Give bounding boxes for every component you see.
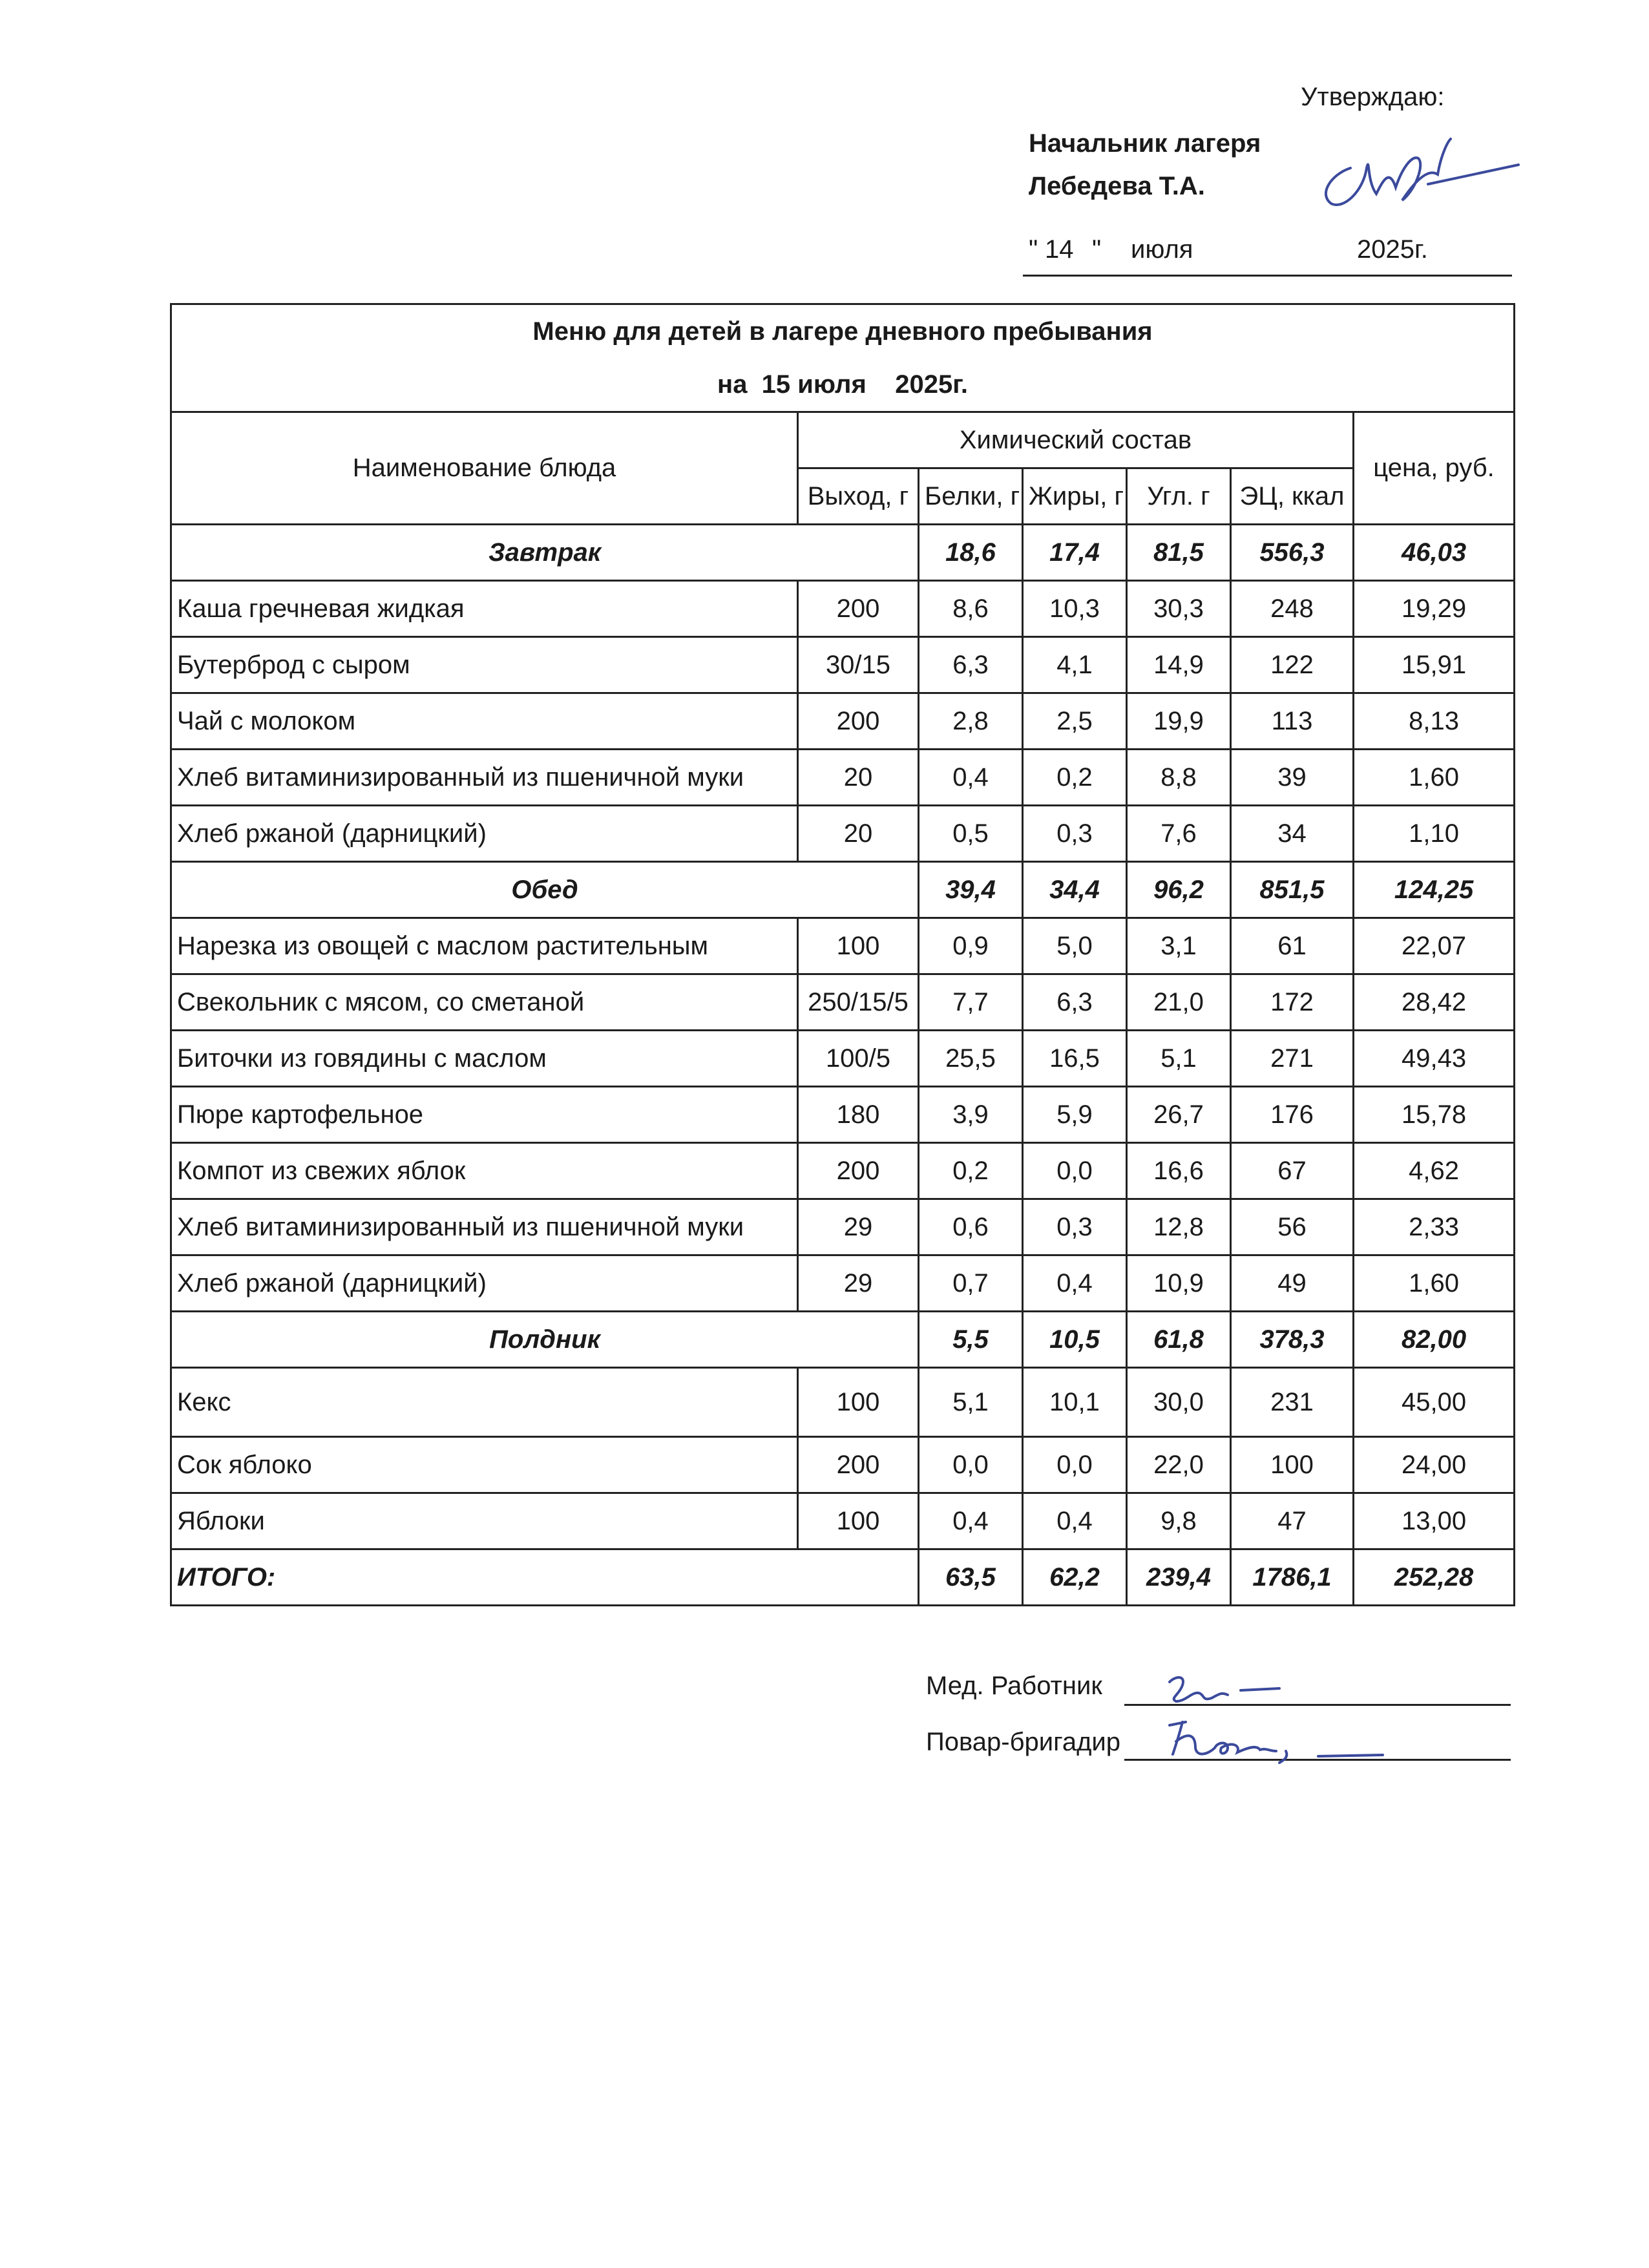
dish-value-cell: 47 (1231, 1493, 1354, 1549)
dish-row (171, 1493, 1515, 1549)
header-row-1 (171, 412, 1515, 468)
dish-value-cell: 34 (1231, 806, 1354, 862)
dish-value-cell: 25,5 (919, 1031, 1023, 1087)
dish-value-cell: 30,0 (1127, 1368, 1231, 1437)
dish-value-cell: 0,3 (1023, 1199, 1127, 1255)
dish-value-cell: 271 (1231, 1031, 1354, 1087)
fat-header: Жиры, г (1023, 468, 1127, 525)
approver-signature (1305, 129, 1525, 226)
date-underline (1023, 275, 1512, 277)
dish-value-cell: 14,9 (1127, 637, 1231, 693)
dish-value-cell: 7,7 (919, 974, 1023, 1031)
dish-value-cell: 49,43 (1354, 1031, 1515, 1087)
medic-label: Мед. Работник (926, 1672, 1102, 1700)
dish-value-cell: 2,33 (1354, 1199, 1515, 1255)
section-name: Обед (171, 862, 919, 918)
menu-title-row (171, 304, 1515, 412)
dish-row (171, 637, 1515, 693)
dish-value-cell: 5,1 (1127, 1031, 1231, 1087)
section-name: Завтрак (171, 525, 919, 581)
dish-value-cell: 250/15/5 (798, 974, 919, 1031)
dish-row (171, 1368, 1515, 1437)
dish-value-cell: 100 (798, 1368, 919, 1437)
dish-value-cell: 56 (1231, 1199, 1354, 1255)
dish-value-cell: 1,60 (1354, 1255, 1515, 1312)
dish-value-cell: 231 (1231, 1368, 1354, 1437)
dish-value-cell: 6,3 (1023, 974, 1127, 1031)
dish-value-cell: 39 (1231, 750, 1354, 806)
dish-value-cell: 10,3 (1023, 581, 1127, 637)
dish-value-cell: 30,3 (1127, 581, 1231, 637)
date-month: июля (1131, 235, 1193, 264)
dish-value-cell: 0,4 (919, 750, 1023, 806)
dish-row (171, 1031, 1515, 1087)
menu-table (170, 303, 1515, 1606)
dish-value-cell: 0,2 (919, 1143, 1023, 1199)
dish-row (171, 1255, 1515, 1312)
dish-row (171, 1437, 1515, 1493)
approver-title: Начальник лагеря (1029, 129, 1261, 158)
dish-value-cell: 200 (798, 1437, 919, 1493)
dish-value-cell: 0,4 (1023, 1255, 1127, 1312)
dish-value-cell: 2,5 (1023, 693, 1127, 750)
dish-row (171, 581, 1515, 637)
dish-name: Бутерброд с сыром (171, 637, 798, 693)
dish-value-cell: 16,6 (1127, 1143, 1231, 1199)
chem-header: Химический состав (798, 412, 1354, 468)
dish-value-cell: 3,1 (1127, 918, 1231, 974)
total-value-cell: 62,2 (1023, 1549, 1127, 1606)
date-day: 14 (1045, 235, 1074, 264)
dish-value-cell: 20 (798, 750, 919, 806)
section-total-cell: 124,25 (1354, 862, 1515, 918)
dish-value-cell: 15,78 (1354, 1087, 1515, 1143)
dish-name: Хлеб витаминизированный из пшеничной муки (171, 1199, 798, 1255)
dish-value-cell: 5,9 (1023, 1087, 1127, 1143)
dish-value-cell: 4,62 (1354, 1143, 1515, 1199)
section-total-cell: 5,5 (919, 1312, 1023, 1368)
dish-value-cell: 8,8 (1127, 750, 1231, 806)
dish-value-cell: 5,0 (1023, 918, 1127, 974)
dish-value-cell: 4,1 (1023, 637, 1127, 693)
section-total-cell: 61,8 (1127, 1312, 1231, 1368)
approval-label: Утверждаю: (1301, 83, 1445, 111)
dish-value-cell: 24,00 (1354, 1437, 1515, 1493)
dish-name: Каша гречневая жидкая (171, 581, 798, 637)
total-value-cell: 252,28 (1354, 1549, 1515, 1606)
dish-value-cell: 180 (798, 1087, 919, 1143)
dish-value-cell: 22,0 (1127, 1437, 1231, 1493)
dish-value-cell: 21,0 (1127, 974, 1231, 1031)
dish-value-cell: 0,3 (1023, 806, 1127, 862)
dish-name: Пюре картофельное (171, 1087, 798, 1143)
section-row (171, 1312, 1515, 1368)
dish-value-cell: 12,8 (1127, 1199, 1231, 1255)
dish-value-cell: 7,6 (1127, 806, 1231, 862)
dish-name: Кекс (171, 1368, 798, 1437)
dish-header: Наименование блюда (171, 412, 798, 525)
menu-title-line2: на 15 июля 2025г. (717, 370, 968, 399)
dish-value-cell: 1,60 (1354, 750, 1515, 806)
carbs-header: Угл. г (1127, 468, 1231, 525)
dish-row (171, 974, 1515, 1031)
dish-name: Хлеб витаминизированный из пшеничной муки (171, 750, 798, 806)
dish-value-cell: 8,13 (1354, 693, 1515, 750)
section-total-cell: 556,3 (1231, 525, 1354, 581)
section-total-cell: 46,03 (1354, 525, 1515, 581)
dish-name: Нарезка из овощей с маслом растительным (171, 918, 798, 974)
date-close-quote: " (1092, 235, 1102, 264)
dish-row (171, 1087, 1515, 1143)
dish-row (171, 693, 1515, 750)
dish-value-cell: 3,9 (919, 1087, 1023, 1143)
dish-name: Компот из свежих яблок (171, 1143, 798, 1199)
dish-value-cell: 45,00 (1354, 1368, 1515, 1437)
total-value-cell: 63,5 (919, 1549, 1023, 1606)
cook-label: Повар-бригадир (926, 1728, 1120, 1756)
section-total-cell: 39,4 (919, 862, 1023, 918)
total-value-cell: 239,4 (1127, 1549, 1231, 1606)
dish-name: Яблоки (171, 1493, 798, 1549)
dish-value-cell: 0,4 (1023, 1493, 1127, 1549)
dish-value-cell: 100 (1231, 1437, 1354, 1493)
dish-value-cell: 200 (798, 581, 919, 637)
dish-value-cell: 113 (1231, 693, 1354, 750)
energy-header: ЭЦ, ккал (1231, 468, 1354, 525)
dish-name: Сок яблоко (171, 1437, 798, 1493)
dish-value-cell: 16,5 (1023, 1031, 1127, 1087)
section-total-cell: 851,5 (1231, 862, 1354, 918)
dish-value-cell: 100 (798, 918, 919, 974)
section-total-cell: 17,4 (1023, 525, 1127, 581)
dish-value-cell: 20 (798, 806, 919, 862)
dish-value-cell: 19,29 (1354, 581, 1515, 637)
dish-row (171, 1143, 1515, 1199)
dish-value-cell: 22,07 (1354, 918, 1515, 974)
dish-name: Чай с молоком (171, 693, 798, 750)
section-total-cell: 34,4 (1023, 862, 1127, 918)
dish-value-cell: 248 (1231, 581, 1354, 637)
dish-value-cell: 100 (798, 1493, 919, 1549)
dish-name: Хлеб ржаной (дарницкий) (171, 1255, 798, 1312)
dish-name: Биточки из говядины с маслом (171, 1031, 798, 1087)
dish-value-cell: 6,3 (919, 637, 1023, 693)
dish-value-cell: 1,10 (1354, 806, 1515, 862)
section-total-cell: 10,5 (1023, 1312, 1127, 1368)
dish-value-cell: 0,2 (1023, 750, 1127, 806)
dish-value-cell: 0,4 (919, 1493, 1023, 1549)
yield-header: Выход, г (798, 468, 919, 525)
section-name: Полдник (171, 1312, 919, 1368)
section-row (171, 862, 1515, 918)
section-total-cell: 96,2 (1127, 862, 1231, 918)
dish-value-cell: 13,00 (1354, 1493, 1515, 1549)
dish-value-cell: 200 (798, 693, 919, 750)
dish-name: Свекольник с мясом, со сметаной (171, 974, 798, 1031)
dish-value-cell: 2,8 (919, 693, 1023, 750)
date-year: 2025г. (1357, 235, 1428, 264)
dish-row (171, 750, 1515, 806)
total-value-cell: 1786,1 (1231, 1549, 1354, 1606)
dish-value-cell: 176 (1231, 1087, 1354, 1143)
total-label: ИТОГО: (171, 1549, 919, 1606)
section-total-cell: 18,6 (919, 525, 1023, 581)
section-row (171, 525, 1515, 581)
dish-value-cell: 26,7 (1127, 1087, 1231, 1143)
dish-value-cell: 0,0 (1023, 1143, 1127, 1199)
dish-value-cell: 200 (798, 1143, 919, 1199)
dish-value-cell: 0,0 (919, 1437, 1023, 1493)
dish-value-cell: 29 (798, 1199, 919, 1255)
dish-value-cell: 61 (1231, 918, 1354, 974)
dish-row (171, 1199, 1515, 1255)
dish-value-cell: 9,8 (1127, 1493, 1231, 1549)
dish-value-cell: 10,1 (1023, 1368, 1127, 1437)
medic-signature (1157, 1666, 1286, 1711)
dish-value-cell: 122 (1231, 637, 1354, 693)
section-total-cell: 82,00 (1354, 1312, 1515, 1368)
dish-value-cell: 19,9 (1127, 693, 1231, 750)
cook-signature (1157, 1712, 1389, 1770)
total-row (171, 1549, 1515, 1606)
dish-value-cell: 30/15 (798, 637, 919, 693)
dish-value-cell: 0,9 (919, 918, 1023, 974)
protein-header: Белки, г (919, 468, 1023, 525)
dish-value-cell: 0,6 (919, 1199, 1023, 1255)
dish-row (171, 918, 1515, 974)
dish-value-cell: 0,7 (919, 1255, 1023, 1312)
approver-name: Лебедева Т.А. (1029, 172, 1205, 200)
dish-value-cell: 0,0 (1023, 1437, 1127, 1493)
dish-value-cell: 100/5 (798, 1031, 919, 1087)
section-total-cell: 378,3 (1231, 1312, 1354, 1368)
menu-title-line1: Меню для детей в лагере дневного пребывания (532, 317, 1153, 346)
dish-value-cell: 29 (798, 1255, 919, 1312)
menu-title (171, 304, 1515, 412)
dish-name: Хлеб ржаной (дарницкий) (171, 806, 798, 862)
dish-value-cell: 172 (1231, 974, 1354, 1031)
dish-value-cell: 0,5 (919, 806, 1023, 862)
dish-value-cell: 28,42 (1354, 974, 1515, 1031)
dish-value-cell: 67 (1231, 1143, 1354, 1199)
section-total-cell: 81,5 (1127, 525, 1231, 581)
dish-value-cell: 5,1 (919, 1368, 1023, 1437)
dish-value-cell: 15,91 (1354, 637, 1515, 693)
dish-value-cell: 8,6 (919, 581, 1023, 637)
dish-value-cell: 10,9 (1127, 1255, 1231, 1312)
dish-value-cell: 49 (1231, 1255, 1354, 1312)
dish-row (171, 806, 1515, 862)
date-open-quote: " (1029, 235, 1038, 264)
price-header: цена, руб. (1354, 412, 1515, 525)
